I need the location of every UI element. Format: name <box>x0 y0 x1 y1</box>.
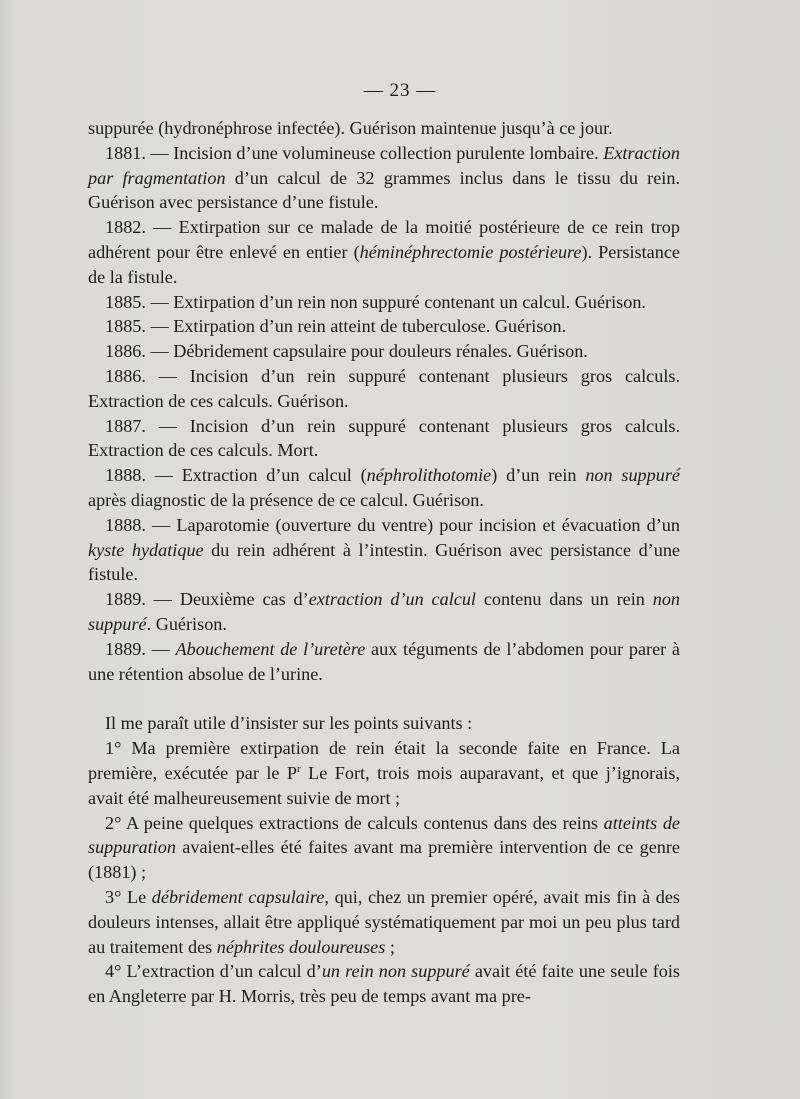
text-segment: 1881. — Incision d’une volumineuse collection purulente lombaire. <box>105 142 604 163</box>
italic-text: kyste hydatique <box>88 539 204 560</box>
text-segment: du rein adhérent à l’intestin. Guérison avec persistance d’une fistule. <box>88 539 680 585</box>
text-segment: Il me paraît utile d’insister sur les points suivants : <box>105 713 473 734</box>
italic-text: néphrites douloureuses <box>216 936 386 957</box>
paragraph <box>88 637 680 687</box>
italic-text: débridement capsulaire <box>151 886 325 907</box>
text-segment: 4° L’extraction d’un calcul d’ <box>105 961 322 982</box>
text-segment: 1888. — Extraction d’un calcul ( <box>105 465 367 486</box>
paragraph <box>88 364 680 414</box>
paragraph <box>88 811 680 885</box>
body-text <box>88 116 680 1009</box>
text-segment: 1886. — Débridement capsulaire pour douleurs rénales. Guérison. <box>105 341 588 362</box>
text-segment: 2° A peine quelques extractions de calculs contenus dans des reins <box>105 812 604 833</box>
paragraph <box>88 290 680 315</box>
paragraph <box>88 587 680 637</box>
paragraph <box>88 116 680 141</box>
paragraph <box>88 141 680 215</box>
text-segment: ) d’un rein <box>491 465 586 486</box>
text-segment: suppurée (hydronéphrose infectée). Guérison maintenue jusqu’à ce jour. <box>88 118 613 138</box>
paragraph-gap <box>88 686 680 711</box>
text-segment: avait été faite une seule fois en Angleterre par H. Morris, très peu de temps avant ma pre- <box>88 961 680 1007</box>
paragraph <box>88 711 680 736</box>
text-segment: Le Fort, trois mois auparavant, et que j’ignorais, avait été malheureusement suivie de mort ; <box>88 762 680 808</box>
italic-text: non suppuré <box>585 465 680 486</box>
text-segment: 1888. — Laparotomie (ouverture du ventre) pour incision et évacuation d’un <box>105 514 680 535</box>
text-segment: 1889. — Deuxième cas d’ <box>105 589 309 610</box>
superscript-text: r <box>297 762 301 775</box>
italic-text: Abouchement de l’uretère <box>175 638 366 659</box>
paragraph <box>88 885 680 959</box>
paragraph <box>88 414 680 464</box>
text-segment: 1886. — Incision d’un rein suppuré contenant plusieurs gros calculs. Extraction de ces calculs. Guérison. <box>88 365 680 411</box>
italic-text: un rein non suppuré <box>321 961 470 982</box>
italic-text: extraction d’un calcul <box>308 589 476 610</box>
text-segment: . Guérison. <box>146 613 227 634</box>
italic-text: héminéphrectomie postérieure <box>359 241 582 262</box>
text-segment: d’un calcul de 32 grammes inclus dans le tissu du rein. Guérison avec persistance d’une fistule. <box>88 167 680 213</box>
paragraph <box>88 513 680 587</box>
text-segment: après diagnostic de la présence de ce calcul. Guérison. <box>88 489 484 510</box>
paragraph <box>88 339 680 364</box>
text-segment: 1882. — Extirpation sur ce malade de la moitié postérieure de ce rein trop adhérent pour être enlevé en entier ( <box>88 217 680 262</box>
page-number: — 23 — <box>363 80 437 101</box>
text-segment: ). Persistance de la fistule. <box>88 241 680 287</box>
paragraph <box>88 463 680 513</box>
italic-text: atteints de suppuration <box>88 812 680 858</box>
text-segment: contenu dans un rein <box>475 589 653 610</box>
text-segment: 1885. — Extirpation d’un rein non suppuré contenant un calcul. Guérison. <box>105 291 646 312</box>
text-segment: 1885. — Extirpation d’un rein atteint de tuberculose. Guérison. <box>105 316 567 337</box>
text-segment: avaient-elles été faites avant ma première intervention de ce genre (1881) ; <box>88 837 680 883</box>
italic-text: Extraction par fragmentation <box>88 142 680 188</box>
italic-text: non suppuré <box>88 589 681 634</box>
italic-text: néphrolithotomie <box>366 465 492 486</box>
paragraph <box>88 215 680 289</box>
text-segment: aux téguments de l’abdomen pour parer à une rétention absolue de l’urine. <box>88 638 680 684</box>
text-segment: 1° Ma première extirpation de rein était la seconde faite en France. La première, exécutée par le P <box>88 738 680 783</box>
paragraph <box>88 736 680 810</box>
text-segment: ; <box>385 936 395 957</box>
text-segment: 1889. — <box>105 638 176 659</box>
text-segment: , qui, chez un premier opéré, avait mis fin à des douleurs intenses, allait être appliqué systématiquement par moi un peu plus tard au traitement des <box>88 886 680 957</box>
paragraph <box>88 314 680 339</box>
text-segment: 1887. — Incision d’un rein suppuré contenant plusieurs gros calculs. Extraction de ces calculs. Mort. <box>88 415 680 461</box>
paragraph <box>88 959 680 1009</box>
text-segment: 3° Le <box>105 886 152 907</box>
